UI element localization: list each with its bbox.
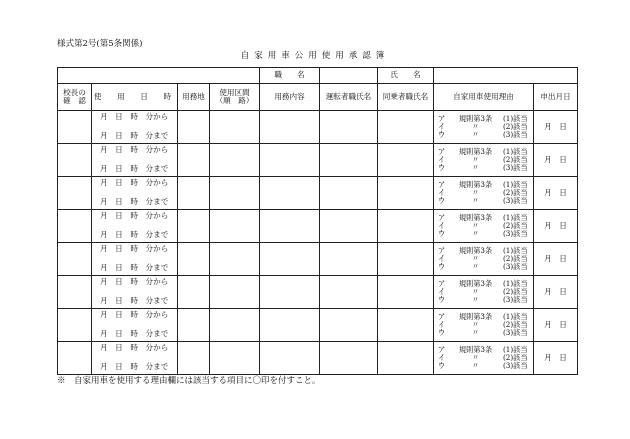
business-content-cell[interactable]	[260, 144, 320, 177]
form-number-label: 様式第2号(第5条関係)	[57, 39, 143, 49]
principal-confirm-header	[58, 84, 92, 111]
reason-item: (2)該当	[503, 221, 528, 231]
driver-cell[interactable]	[320, 111, 378, 144]
reason-item: (2)該当	[503, 155, 528, 165]
destination-cell[interactable]	[178, 177, 210, 210]
reason-rule: 〃	[471, 327, 480, 337]
position-label-cell: 職 名	[260, 68, 320, 84]
reason-kana: イ	[438, 287, 446, 297]
usage-datetime-cell[interactable]	[92, 342, 178, 375]
driver-cell[interactable]	[320, 177, 378, 210]
footer-note: ※ 自家用車を使用する理由欄には該当する項目に〇印を付すこと。	[57, 376, 321, 386]
usage-section-cell[interactable]	[210, 210, 260, 243]
reason-item: (3)該当	[503, 195, 528, 205]
principal-confirm-cell[interactable]	[58, 309, 92, 342]
usage-section-line1: 使用区間	[219, 87, 250, 97]
reason-kana: ア	[438, 213, 446, 223]
reason-rule: 〃	[471, 254, 480, 264]
reason-kana: イ	[438, 188, 446, 198]
datetime-from-text: 月 日 時 分から	[100, 112, 169, 121]
reason-rule: 規則第3条	[458, 279, 493, 289]
reason-kana: ウ	[438, 294, 446, 304]
reason-item: (3)該当	[503, 162, 528, 172]
reason-option[interactable]	[438, 197, 533, 205]
principal-confirm-line2: 確 認	[63, 96, 86, 105]
reason-kana: ウ	[438, 261, 446, 271]
reason-header: 自家用車使用理由	[434, 84, 534, 111]
passenger-cell[interactable]	[378, 276, 434, 309]
usage-section-cell[interactable]	[210, 309, 260, 342]
datetime-from-text: 月 日 時 分から	[100, 310, 169, 319]
destination-cell[interactable]	[178, 111, 210, 144]
application-date-header: 申出月日	[534, 84, 578, 111]
reason-kana: ウ	[438, 162, 446, 172]
business-content-cell[interactable]	[260, 210, 320, 243]
datetime-from-text: 月 日 時 分から	[100, 277, 169, 286]
destination-header: 用務地	[178, 84, 210, 111]
reason-item: (1)該当	[503, 180, 528, 190]
passenger-cell[interactable]	[378, 243, 434, 276]
register-row	[58, 177, 578, 210]
reason-kana: ア	[438, 147, 446, 157]
datetime-to-text: 月 日 時 分まで	[100, 296, 169, 305]
reason-item: (1)該当	[503, 345, 528, 355]
reason-rule: 〃	[471, 221, 480, 231]
datetime-from-text: 月 日 時 分から	[100, 178, 169, 187]
application-date-cell[interactable]: 月 日	[534, 144, 578, 177]
passenger-cell[interactable]	[378, 177, 434, 210]
reason-rule: 〃	[471, 320, 480, 330]
name-input[interactable]	[434, 68, 578, 84]
reason-rule: 〃	[471, 162, 480, 172]
reason-option[interactable]	[438, 263, 533, 271]
principal-confirm-cell[interactable]	[58, 243, 92, 276]
business-content-cell[interactable]	[260, 342, 320, 375]
reason-kana: ア	[438, 345, 446, 355]
reason-item: (2)該当	[503, 188, 528, 198]
datetime-to-text: 月 日 時 分まで	[100, 362, 169, 371]
reason-rule: 〃	[471, 353, 480, 363]
reason-kana: ウ	[438, 129, 446, 139]
reason-cell[interactable]	[434, 210, 534, 243]
driver-cell[interactable]	[320, 276, 378, 309]
reason-kana: イ	[438, 221, 446, 231]
datetime-to-text: 月 日 時 分まで	[100, 197, 169, 206]
usage-section-cell[interactable]	[210, 342, 260, 375]
reason-rule: 規則第3条	[458, 213, 493, 223]
business-content-cell[interactable]	[260, 276, 320, 309]
reason-item: (3)該当	[503, 360, 528, 370]
application-date-cell[interactable]: 月 日	[534, 309, 578, 342]
principal-confirm-line1: 校長の	[63, 87, 86, 97]
reason-item: (3)該当	[503, 228, 528, 238]
destination-cell[interactable]	[178, 243, 210, 276]
reason-rule: 〃	[471, 294, 480, 304]
application-date-cell[interactable]: 月 日	[534, 210, 578, 243]
datetime-from-text: 月 日 時 分から	[100, 145, 169, 154]
reason-rule: 〃	[471, 188, 480, 198]
reason-item: (1)該当	[503, 147, 528, 157]
driver-cell[interactable]	[320, 210, 378, 243]
destination-cell[interactable]	[178, 342, 210, 375]
reason-rule: 〃	[471, 287, 480, 297]
reason-item: (3)該当	[503, 327, 528, 337]
principal-confirm-cell[interactable]	[58, 177, 92, 210]
reason-rule: 規則第3条	[458, 114, 493, 124]
reason-item: (2)該当	[503, 320, 528, 330]
reason-rule: 規則第3条	[458, 345, 493, 355]
usage-datetime-cell[interactable]	[92, 276, 178, 309]
principal-confirm-cell[interactable]	[58, 111, 92, 144]
reason-rule: 〃	[471, 360, 480, 370]
reason-item: (1)該当	[503, 114, 528, 124]
approval-register-table	[57, 67, 578, 375]
reason-kana: イ	[438, 320, 446, 330]
business-content-cell[interactable]	[260, 177, 320, 210]
usage-section-cell[interactable]	[210, 243, 260, 276]
reason-item: (1)該当	[503, 246, 528, 256]
reason-kana: ア	[438, 180, 446, 190]
reason-item: (3)該当	[503, 294, 528, 304]
reason-cell[interactable]	[434, 144, 534, 177]
principal-confirm-cell[interactable]	[58, 144, 92, 177]
header-row-columns	[58, 84, 578, 111]
reason-rule: 〃	[471, 122, 480, 132]
datetime-to-text: 月 日 時 分まで	[100, 263, 169, 272]
datetime-to-text: 月 日 時 分まで	[100, 164, 169, 173]
reason-item: (1)該当	[503, 312, 528, 322]
reason-item: (2)該当	[503, 287, 528, 297]
name-label-cell: 氏 名	[378, 68, 434, 84]
application-date-cell[interactable]: 月 日	[534, 177, 578, 210]
register-row	[58, 342, 578, 375]
business-content-header: 用務内容	[260, 84, 320, 111]
reason-item: (2)該当	[503, 353, 528, 363]
usage-datetime-cell[interactable]	[92, 309, 178, 342]
usage-datetime-cell[interactable]	[92, 144, 178, 177]
usage-datetime-cell[interactable]	[92, 243, 178, 276]
usage-section-header	[210, 84, 260, 111]
application-date-cell[interactable]: 月 日	[534, 276, 578, 309]
principal-confirm-cell[interactable]	[58, 210, 92, 243]
passenger-cell[interactable]	[378, 210, 434, 243]
reason-item: (2)該当	[503, 254, 528, 264]
application-date-cell[interactable]: 月 日	[534, 342, 578, 375]
destination-cell[interactable]	[178, 276, 210, 309]
driver-cell[interactable]	[320, 243, 378, 276]
reason-rule: 〃	[471, 261, 480, 271]
register-row	[58, 111, 578, 144]
datetime-from-text: 月 日 時 分から	[100, 244, 169, 253]
destination-cell[interactable]	[178, 144, 210, 177]
reason-kana: ア	[438, 312, 446, 322]
passenger-cell[interactable]	[378, 309, 434, 342]
reason-kana: ウ	[438, 195, 446, 205]
reason-cell[interactable]	[434, 111, 534, 144]
reason-kana: イ	[438, 155, 446, 165]
destination-cell[interactable]	[178, 309, 210, 342]
reason-cell[interactable]	[434, 276, 534, 309]
reason-cell[interactable]	[434, 309, 534, 342]
reason-item: (1)該当	[503, 279, 528, 289]
reason-option[interactable]	[438, 329, 533, 337]
datetime-from-text: 月 日 時 分から	[100, 211, 169, 220]
usage-datetime-cell[interactable]	[92, 111, 178, 144]
datetime-to-text: 月 日 時 分まで	[100, 131, 169, 140]
form-title: 自家用車公用使用承認簿	[240, 51, 390, 61]
destination-cell[interactable]	[178, 210, 210, 243]
application-date-cell[interactable]: 月 日	[534, 243, 578, 276]
passenger-header: 同乗者職氏名	[378, 84, 434, 111]
usage-section-cell[interactable]	[210, 276, 260, 309]
passenger-cell[interactable]	[378, 144, 434, 177]
reason-option[interactable]	[438, 296, 533, 304]
application-date-cell[interactable]: 月 日	[534, 111, 578, 144]
passenger-cell[interactable]	[378, 342, 434, 375]
reason-rule: 規則第3条	[458, 246, 493, 256]
reason-rule: 〃	[471, 195, 480, 205]
reason-kana: ウ	[438, 228, 446, 238]
principal-confirm-cell[interactable]	[58, 342, 92, 375]
driver-cell[interactable]	[320, 144, 378, 177]
blank-header-cell	[58, 68, 260, 84]
driver-cell[interactable]	[320, 342, 378, 375]
reason-rule: 〃	[471, 129, 480, 139]
datetime-from-text: 月 日 時 分から	[100, 343, 169, 352]
reason-item: (1)該当	[503, 213, 528, 223]
reason-item: (3)該当	[503, 261, 528, 271]
business-content-cell[interactable]	[260, 111, 320, 144]
reason-kana: ア	[438, 279, 446, 289]
reason-kana: ア	[438, 246, 446, 256]
reason-kana: ア	[438, 114, 446, 124]
reason-option[interactable]	[438, 230, 533, 238]
position-input[interactable]	[320, 68, 378, 84]
reason-option[interactable]	[438, 164, 533, 172]
reason-rule: 〃	[471, 228, 480, 238]
reason-cell[interactable]	[434, 177, 534, 210]
business-content-cell[interactable]	[260, 243, 320, 276]
reason-cell[interactable]	[434, 243, 534, 276]
reason-rule: 規則第3条	[458, 180, 493, 190]
driver-header: 運転者職氏名	[320, 84, 378, 111]
reason-kana: ウ	[438, 360, 446, 370]
reason-rule: 〃	[471, 155, 480, 165]
datetime-to-text: 月 日 時 分まで	[100, 230, 169, 239]
driver-cell[interactable]	[320, 309, 378, 342]
principal-confirm-cell[interactable]	[58, 276, 92, 309]
reason-rule: 規則第3条	[458, 312, 493, 322]
register-row	[58, 243, 578, 276]
usage-section-cell[interactable]	[210, 144, 260, 177]
reason-kana: イ	[438, 122, 446, 132]
reason-kana: イ	[438, 254, 446, 264]
register-row	[58, 276, 578, 309]
usage-datetime-header: 使 用 日 時	[92, 84, 178, 111]
usage-datetime-cell[interactable]	[92, 177, 178, 210]
usage-section-cell[interactable]	[210, 111, 260, 144]
reason-kana: ウ	[438, 327, 446, 337]
reason-cell[interactable]	[434, 342, 534, 375]
business-content-cell[interactable]	[260, 309, 320, 342]
reason-kana: イ	[438, 353, 446, 363]
register-row	[58, 210, 578, 243]
register-row	[58, 309, 578, 342]
usage-datetime-cell[interactable]	[92, 210, 178, 243]
datetime-to-text: 月 日 時 分まで	[100, 329, 169, 338]
header-row-top	[58, 68, 578, 84]
passenger-cell[interactable]	[378, 111, 434, 144]
register-row	[58, 144, 578, 177]
reason-option[interactable]	[438, 131, 533, 139]
reason-option[interactable]	[438, 362, 533, 370]
usage-section-cell[interactable]	[210, 177, 260, 210]
reason-rule: 規則第3条	[458, 147, 493, 157]
usage-section-line2: （順 路）	[215, 96, 254, 105]
reason-item: (2)該当	[503, 122, 528, 132]
reason-item: (3)該当	[503, 129, 528, 139]
